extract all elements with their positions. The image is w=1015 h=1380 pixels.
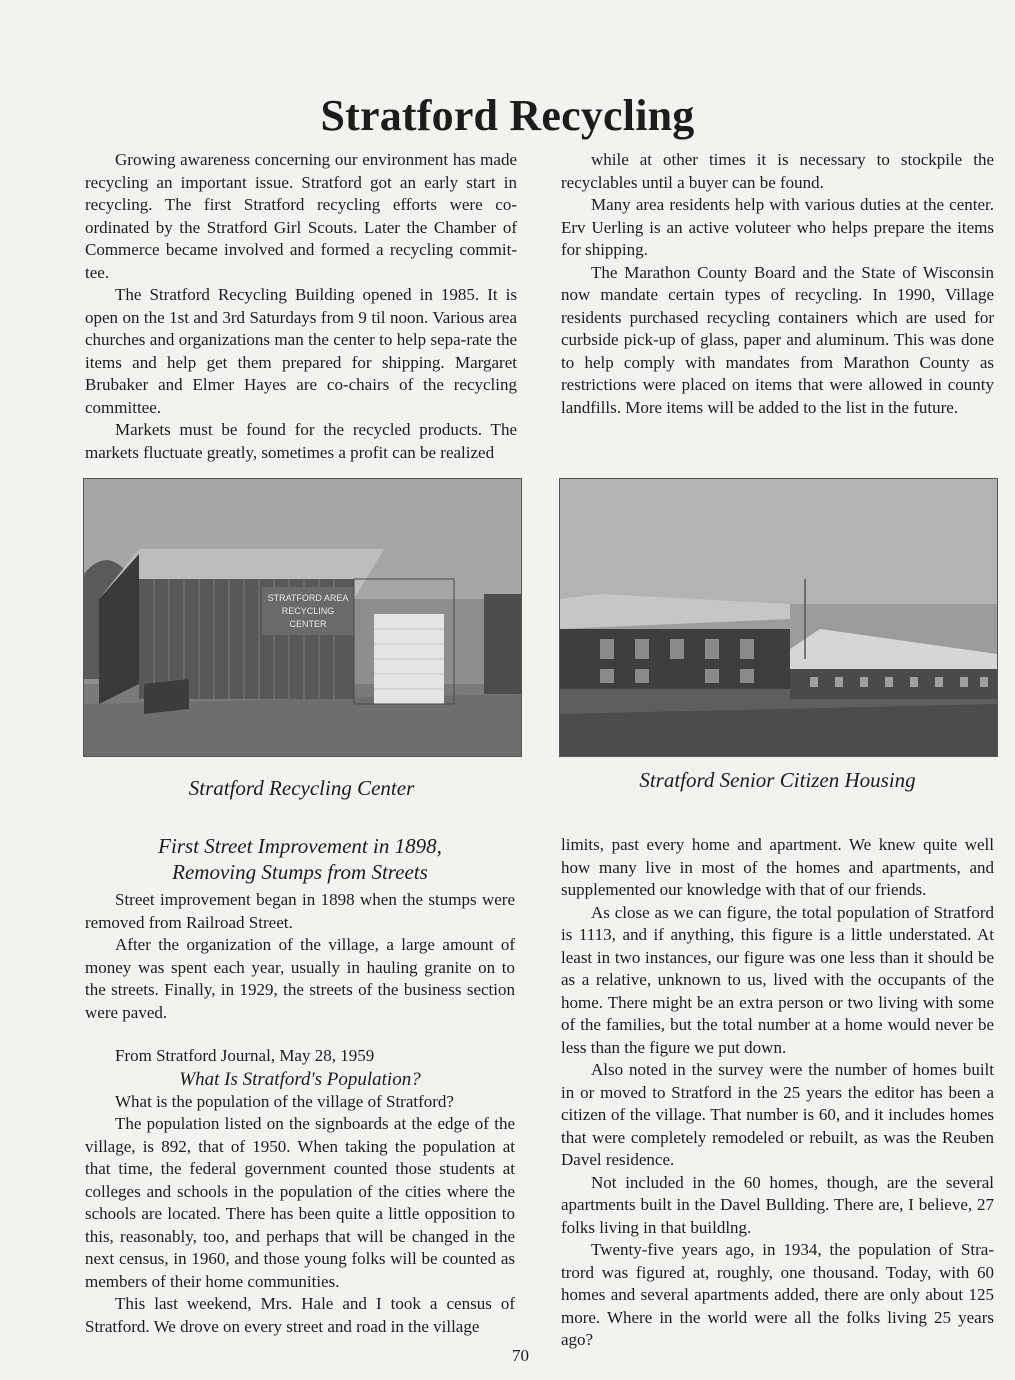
senior-housing-image xyxy=(560,479,997,756)
first-street-heading-line1: First Street Improvement in 1898, xyxy=(158,834,442,858)
history-column-left xyxy=(85,833,515,1338)
sign-text: RECYCLING xyxy=(281,606,335,616)
paragraph: After the organization of the village, a large amount of money was spent each year, usually in hauling granite on to the streets. Finally, in 1929, the streets of the business section were paved. xyxy=(85,935,515,1022)
paragraph: while at other times it is necessary to stockpile the recyclables until a buyer can be found. xyxy=(561,150,994,192)
paragraph: Many area residents help with various duties at the center. Erv Uerling is an active voluteer who helps prepare the items for shipping. xyxy=(561,195,994,259)
recycling-column-right xyxy=(561,149,994,419)
paragraph: As close as we can figure, the total population of Stratford is 1113, and if anything, this figure is a little understated. At least in two instances, our figure was one less than it should be as a relative, unknown to us, lived with the occupants of the home. There might be an extra person or two living with some of the families, but the total number at a home would never be less than the figure we put down. xyxy=(561,902,994,1057)
paragraph: What is the population of the village of Stratford? xyxy=(115,1091,454,1111)
first-street-heading-line2: Removing Stumps from Streets xyxy=(172,860,428,884)
page-number: 70 xyxy=(512,1346,529,1365)
paragraph: limits, past every home and apartment. We knew quite well how many live in most of the homes and apartments, and supplemented our knowledge with that of our friends. xyxy=(561,835,994,899)
paragraph: This last weekend, Mrs. Hale and I took a census of Stratford. We drove on every street and road in the village xyxy=(85,1294,515,1336)
paragraph: The Stratford Recycling Building opened in 1985. It is open on the 1st and 3rd Saturdays from 9 til noon. Various area churches and organizations man the center to help sepa-rate the items and help get them prepared for shipping. Margaret Brubaker and Elmer Hayes are co-chairs of the recycling committee. xyxy=(85,285,517,417)
paragraph: Not included in the 60 homes, though, are the several apartments built in the Davel Bullding. There are, I believe, 27 folks living in that buildlng. xyxy=(561,1172,994,1237)
paragraph: Also noted in the survey were the number of homes built in or moved to Stratford in the 25 years the editor has been a citizen of the village. That number is 60, and it includes homes that were completely remodeled or rebuilt, as was the Reuben Davel residence. xyxy=(561,1060,994,1169)
recycling-column-left xyxy=(85,149,517,464)
senior-housing-caption: Stratford Senior Citizen Housing xyxy=(639,768,916,792)
population-source: From Stratford Journal, May 28, 1959 xyxy=(115,1046,375,1065)
page-title: Stratford Recycling xyxy=(320,91,695,140)
population-column-right xyxy=(561,834,994,1352)
paragraph: The population listed on the signboards at the edge of the village, is 892, that of 1950. When taking the population at that time, the federal government counted those students at colleges and schools in the population of the cities where the schools are located. There has been quite a little opposition to this, reasonably, too, and perhaps that will be changed in the next census, in 1960, and those young folks will be counted as members of their home communities. xyxy=(85,1114,515,1291)
paragraph: Growing awareness concerning our environment has made recycling an important issue. Stratford got an early start in recycling. The first Stratford recycling efforts were co-ordinated by the Stratford Girl Scouts. Later the Chamber of Commerce became involved and formed a recycling commit-tee. xyxy=(85,150,517,282)
sign-text: STRATFORD AREA xyxy=(267,593,349,603)
recycling-center-image xyxy=(84,479,521,756)
recycling-center-caption: Stratford Recycling Center xyxy=(188,776,415,800)
paragraph: Markets must be found for the recycled products. The markets fluctuate greatly, sometimes a profit can be realized xyxy=(85,420,517,462)
population-heading: What Is Stratford's Population? xyxy=(179,1068,421,1090)
paragraph: The Marathon County Board and the State of Wisconsin now mandate certain types of recycling. In 1990, Village residents purchased recycling containers which are used for curbside pick-up of glass, paper and aluminum. This was done to help comply with mandates from Marathon County as restrictions were placed on items that were allowed in county landfills. More items will be added to the list in the future. xyxy=(561,262,994,417)
recycling-center-photo xyxy=(83,478,522,757)
paragraph: Twenty-five years ago, in 1934, the population of Stra-trord was figured at, roughly, one thousand. Today, with 60 homes and several apartments added, there are only about 125 more. Where in the world were all the folks living 25 years ago? xyxy=(561,1240,994,1349)
sign-text: CENTER xyxy=(289,619,327,629)
paragraph: Street improvement began in 1898 when the stumps were removed from Railroad Street. xyxy=(85,890,515,932)
senior-housing-photo xyxy=(559,478,998,757)
